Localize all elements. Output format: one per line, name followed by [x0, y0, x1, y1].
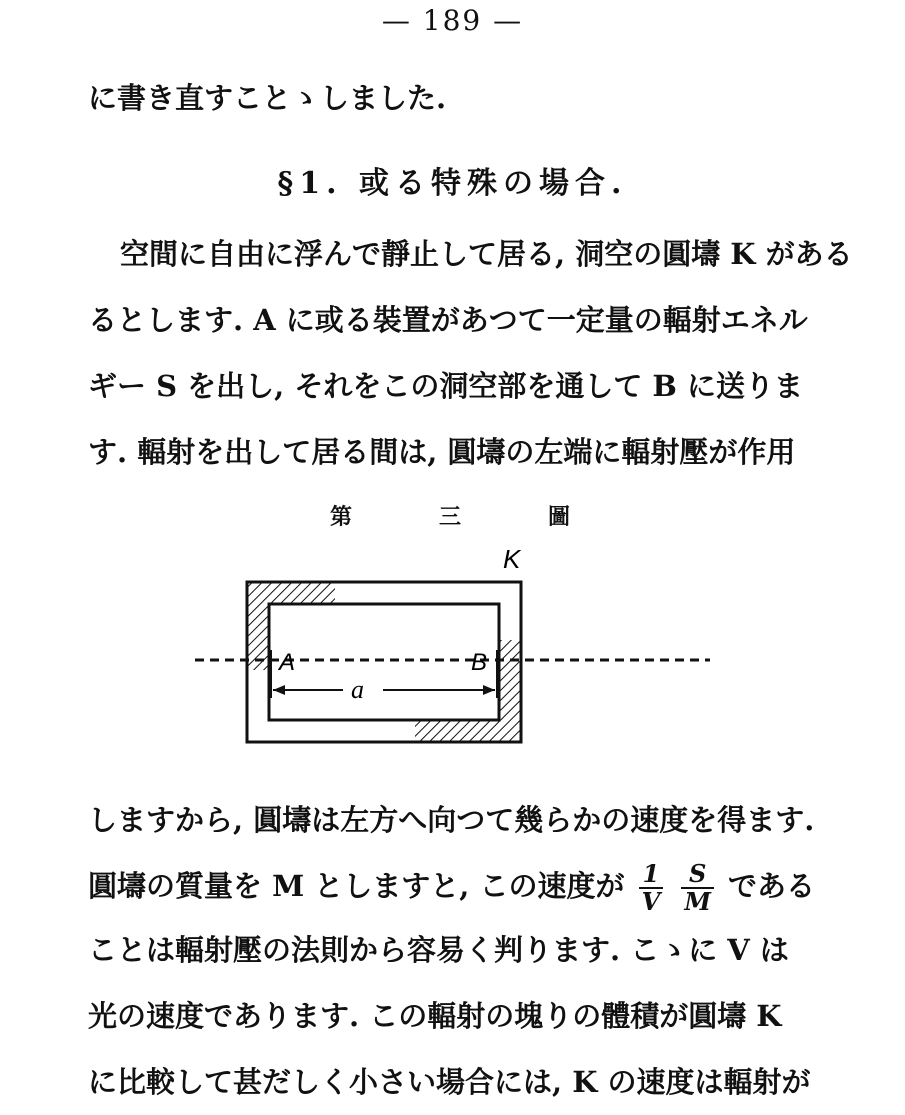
section-heading: §1. 或る特殊の場合.	[277, 166, 628, 201]
paragraph-line: す. 輻射を出して居る間は, 圓壔の左端に輻射壓が作用	[88, 435, 796, 469]
fraction-numerator: 1	[639, 861, 664, 889]
page-number: — 189 —	[381, 4, 524, 37]
fraction-one-over-v	[639, 861, 664, 915]
label-b-point: B	[471, 649, 488, 676]
fraction-numerator: S	[681, 861, 714, 889]
fraction-denominator: V	[641, 887, 661, 916]
paragraph-line: ことは輻射壓の法則から容易く判ります. こゝに V は	[88, 933, 789, 967]
text-segment: 圓壔の質量を M としますと, この速度が	[88, 869, 625, 903]
text-segment: である	[728, 869, 816, 903]
paragraph-line: しますから, 圓壔は左方へ向つて幾らかの速度を得ます.	[88, 803, 815, 837]
paragraph-line: 光の速度であります. この輻射の塊りの體積が圓壔 K	[88, 999, 782, 1033]
figure-caption	[330, 500, 570, 531]
paragraph-line: 空間に自由に浮んで靜止して居る, 洞空の圓壔 K がある	[120, 237, 853, 271]
fraction-denominator: M	[684, 887, 711, 916]
figure-caption-char: 圖	[547, 504, 570, 530]
paragraph-line: るとします. A に或る裝置があつて一定量の輻射エネル	[88, 303, 808, 337]
paragraph-line-with-fraction	[88, 858, 816, 915]
label-a-point: A	[279, 649, 296, 676]
paragraph-line: ギー S を出し, それをこの洞空部を通して B に送りま	[88, 369, 804, 403]
paragraph-line: に比較して甚だしく小さい場合には, K の速度は輻射が	[88, 1065, 811, 1099]
cylinder-diagram	[185, 540, 725, 755]
intro-line: に書き直すことゝしました.	[88, 81, 447, 115]
figure-caption-char: 三	[438, 504, 461, 530]
label-distance: a	[351, 675, 364, 704]
cylinder-cavity	[269, 604, 499, 720]
fraction-s-over-m	[681, 861, 714, 915]
figure-caption-char: 第	[330, 504, 353, 530]
label-k: K	[503, 544, 521, 574]
